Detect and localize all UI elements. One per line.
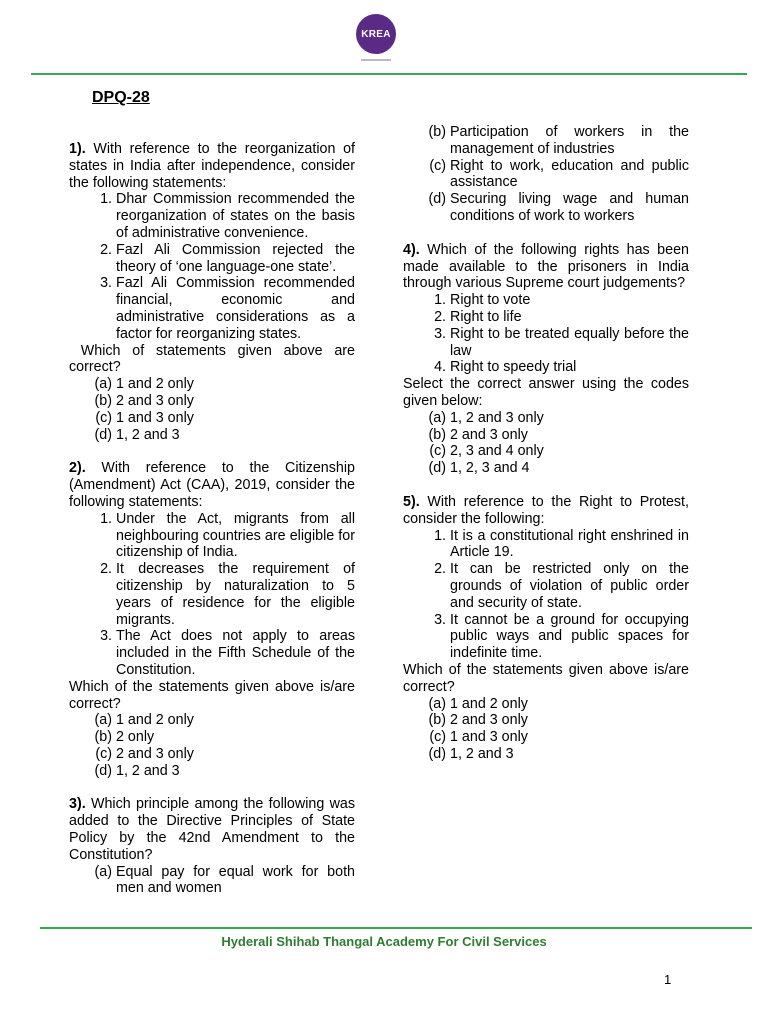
question-prompt: Select the correct answer using the codes given below: xyxy=(403,376,689,409)
option-marker: (d) xyxy=(428,745,446,762)
question-5 xyxy=(403,494,689,763)
statement-text: The Act does not apply to areas included in the Fifth Schedule of the Constitution. xyxy=(116,628,355,678)
statement-list xyxy=(403,528,689,662)
option-marker: (d) xyxy=(428,191,446,208)
statement xyxy=(403,292,689,309)
option-marker: (a) xyxy=(94,863,112,880)
option-marker: (c) xyxy=(429,729,446,746)
logo-tagline xyxy=(361,59,391,61)
statement-marker: 1. xyxy=(100,191,112,208)
option-text: 2 only xyxy=(116,729,155,746)
option-list xyxy=(403,410,689,477)
statement-marker: 3. xyxy=(434,611,446,628)
option xyxy=(69,763,355,780)
question-prompt: Which of statements given above are correct? xyxy=(69,342,359,376)
option-marker: (b) xyxy=(94,729,112,746)
statement-marker: 2. xyxy=(100,241,112,258)
option-text: 1 and 2 only xyxy=(116,712,194,729)
option xyxy=(403,696,689,713)
option-marker: (a) xyxy=(428,409,446,426)
question-stem: Which of the following rights has been made available to the prisoners in India through various Supreme court judgements? xyxy=(403,241,689,292)
question-stem: With reference to the Citizenship (Amendment) Act (CAA), 2019, consider the following statements: xyxy=(69,460,355,510)
statement-text: It decreases the requirement of citizenship by naturalization to 5 years of residence for the eligible migrants. xyxy=(116,561,355,628)
statement-marker: 3. xyxy=(434,325,446,342)
header-divider xyxy=(31,73,747,75)
statement-text: Dhar Commission recommended the reorganization of states on the basis of administrative convenience. xyxy=(116,191,355,241)
question-number: 5). xyxy=(403,493,420,510)
statement xyxy=(403,326,689,360)
statement-text: It is a constitutional right enshrined in Article 19. xyxy=(450,527,689,561)
option-text: 1, 2 and 3 xyxy=(116,426,180,443)
option-text: 1 and 2 only xyxy=(116,376,194,393)
statement-list xyxy=(69,191,355,342)
question-number: 3). xyxy=(69,796,86,813)
statement-marker: 4. xyxy=(434,359,446,376)
option xyxy=(69,410,355,427)
statement-marker: 3. xyxy=(100,628,112,645)
option-text: 1, 2 and 3 xyxy=(450,745,514,762)
statement-marker: 2. xyxy=(434,561,446,578)
question-number: 1). xyxy=(69,141,86,157)
option-marker: (a) xyxy=(94,376,112,393)
statement-list xyxy=(403,292,689,376)
question-number: 4). xyxy=(403,241,420,258)
statement-marker: 2. xyxy=(100,561,112,578)
question-stem: With reference to the Right to Protest, consider the following: xyxy=(403,493,689,527)
option xyxy=(69,393,355,410)
question-3-continued xyxy=(403,124,689,225)
statement xyxy=(69,275,355,342)
option-text: 1 and 3 only xyxy=(450,729,528,746)
footer-divider xyxy=(40,927,752,929)
statement-text: It cannot be a ground for occupying public ways and public spaces for indefinite time. xyxy=(450,611,689,662)
statement xyxy=(69,511,355,561)
statement-text: Under the Act, migrants from all neighbouring countries are eligible for citizenship of India. xyxy=(116,510,355,561)
option-text: 1, 2 and 3 only xyxy=(450,409,544,426)
option xyxy=(69,864,355,898)
left-column xyxy=(69,141,359,897)
option-marker: (b) xyxy=(428,712,446,729)
statement-text: Fazl Ali Commission recommended financial, economic and administrative considerations as a factor for reorganizing states. xyxy=(116,275,355,342)
question-4 xyxy=(403,242,689,477)
question-1 xyxy=(69,141,359,443)
question-text xyxy=(403,494,689,528)
statement xyxy=(403,561,689,611)
option-marker: (c) xyxy=(95,745,112,762)
statement xyxy=(403,359,689,376)
statement xyxy=(403,309,689,326)
option-marker: (d) xyxy=(94,426,112,443)
statement-marker: 1. xyxy=(100,510,112,527)
option xyxy=(69,376,355,393)
option-marker: (a) xyxy=(428,695,446,712)
option xyxy=(69,746,355,763)
option xyxy=(403,410,689,427)
question-stem: Which principle among the following was added to the Directive Principles of State Policy by the 42nd Amendment to the Constitution? xyxy=(69,796,355,863)
option-text: 1, 2 and 3 xyxy=(116,762,180,779)
option-text: 2 and 3 only xyxy=(450,426,528,443)
option-text: Equal pay for equal work for both men and women xyxy=(116,863,355,897)
statement-text: Right to vote xyxy=(450,292,531,309)
question-text xyxy=(69,796,355,863)
option-text: 2 and 3 only xyxy=(116,392,194,409)
question-text xyxy=(69,460,355,510)
question-prompt: Which of the statements given above is/are correct? xyxy=(69,678,355,712)
question-number: 2). xyxy=(69,460,86,477)
option-text: Securing living wage and human conditions of work to workers xyxy=(450,191,689,224)
statement-marker: 1. xyxy=(434,527,446,544)
right-column xyxy=(403,124,689,780)
option-text: Right to work, education and public assistance xyxy=(450,157,689,191)
option-marker: (b) xyxy=(428,426,446,443)
option-text: 1, 2, 3 and 4 xyxy=(450,460,530,477)
option-text: Participation of workers in the management of industries xyxy=(450,124,689,157)
page-number: 1 xyxy=(664,972,672,987)
question-3 xyxy=(69,796,355,897)
option xyxy=(403,460,689,477)
option xyxy=(69,427,355,444)
option-text: 1 and 2 only xyxy=(450,695,528,712)
question-stem: With reference to the reorganization of states in India after independence, consider the following statements: xyxy=(69,141,355,191)
option xyxy=(403,729,689,746)
statement xyxy=(69,191,355,241)
statement-marker: 3. xyxy=(100,275,112,292)
statement xyxy=(69,561,355,628)
option-list xyxy=(403,696,689,763)
statement-list xyxy=(69,511,355,679)
option xyxy=(403,443,689,460)
krea-logo xyxy=(356,14,396,54)
question-2 xyxy=(69,460,355,779)
option xyxy=(69,712,355,729)
statement-text: Right to life xyxy=(450,308,522,325)
statement-text: Right to speedy trial xyxy=(450,359,577,376)
logo-text: KREA xyxy=(361,28,391,40)
option xyxy=(403,712,689,729)
option-list xyxy=(69,712,355,779)
option-text: 2 and 3 only xyxy=(450,712,528,729)
option-marker: (b) xyxy=(94,392,112,409)
footer-academy-name: Hyderali Shihab Thangal Academy For Civil Services xyxy=(221,934,547,949)
option xyxy=(403,124,689,158)
option-marker: (d) xyxy=(428,460,446,477)
option-list xyxy=(403,124,689,225)
option-text: 2 and 3 only xyxy=(116,745,194,762)
option-marker: (d) xyxy=(94,762,112,779)
option-text: 1 and 3 only xyxy=(116,409,194,426)
statement-text: Fazl Ali Commission rejected the theory of ‘one language-one state’. xyxy=(116,241,355,275)
question-prompt: Which of the statements given above is/are correct? xyxy=(403,661,689,695)
statement xyxy=(69,242,355,276)
option-marker: (c) xyxy=(429,157,446,174)
option-list xyxy=(69,864,355,898)
option xyxy=(69,729,355,746)
option xyxy=(403,427,689,444)
page-title: DPQ-28 xyxy=(92,89,150,106)
option-marker: (b) xyxy=(428,124,446,140)
statement-marker: 1. xyxy=(434,292,446,309)
option-marker: (c) xyxy=(95,409,112,426)
option-text: 2, 3 and 4 only xyxy=(450,443,544,460)
statement xyxy=(69,628,355,678)
question-text xyxy=(403,242,689,292)
option xyxy=(403,191,689,225)
statement-marker: 2. xyxy=(434,308,446,325)
statement xyxy=(403,612,689,662)
option xyxy=(403,158,689,192)
statement-text: It can be restricted only on the grounds of violation of public order and security of state. xyxy=(450,561,689,611)
option xyxy=(403,746,689,763)
question-text xyxy=(69,141,355,191)
option-marker: (c) xyxy=(429,443,446,460)
option-list xyxy=(69,376,355,443)
option-marker: (a) xyxy=(94,712,112,729)
statement xyxy=(403,528,689,562)
statement-text: Right to be treated equally before the law xyxy=(450,325,689,359)
